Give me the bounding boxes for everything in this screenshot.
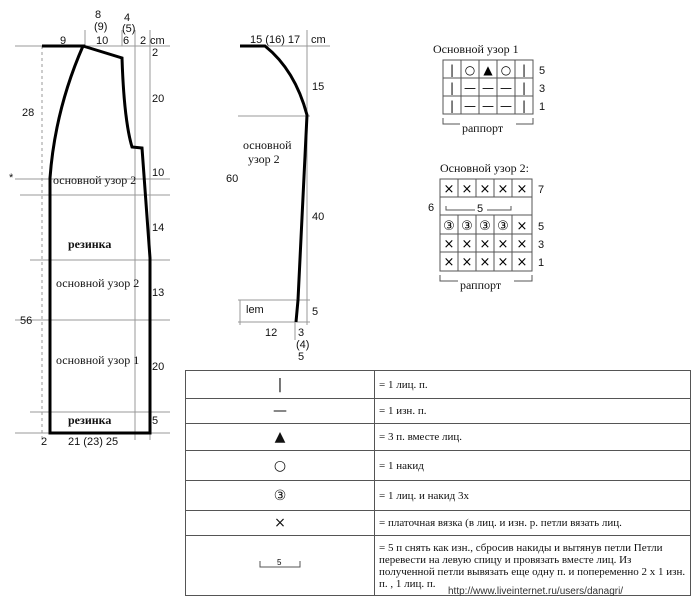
p2-cell: ×: [443, 182, 455, 197]
p1-cell: —: [482, 81, 494, 95]
p2-cell: ×: [479, 182, 491, 197]
legend-symbol: |: [186, 371, 375, 399]
legend-text: = платочная вязка (в лиц. и изн. р. петли вязать лиц.: [375, 511, 691, 536]
p2-cell: ×: [461, 182, 473, 197]
legend-bracket-num: 5: [277, 557, 282, 567]
p2-cell: ×: [497, 237, 509, 252]
p2-cell: ③: [497, 219, 509, 234]
front-top-6: 6: [123, 35, 130, 47]
p1-cell: |: [521, 99, 527, 113]
legend-row: [186, 481, 691, 511]
source-footer: http://www.liveinternet.ru/users/danagri/: [448, 586, 624, 597]
p2-cell: ×: [516, 182, 528, 197]
sleeve-bottom-3: 3: [298, 327, 305, 339]
legend-row: [186, 451, 691, 481]
legend-text: = 5 п снять как изн., сбросив накиды и вытянув петли Петли перевести на левую спицу и провязать вместе лиц. Из полученной петли вывязать еще одну п. и попеременно 2 х 1 изн. п. , 1 лиц. п.: [375, 536, 691, 596]
p1-cell: |: [449, 63, 455, 77]
pattern2-repeat-label: раппорт: [460, 278, 502, 292]
pattern1-title: Основной узор 1: [433, 42, 519, 56]
legend-symbol: —: [186, 399, 375, 424]
sleeve-bottom-4: (4): [296, 339, 310, 351]
front-right-14: 14: [152, 222, 165, 234]
front-left-star: *: [9, 172, 14, 184]
p1-cell: |: [449, 99, 455, 113]
p2-cell: ×: [497, 255, 509, 270]
p1-cell: ▲: [483, 63, 493, 77]
bracket-icon: [258, 557, 302, 571]
front-top-10: 10: [96, 35, 109, 47]
pattern2-cells: [443, 182, 527, 270]
p2-cell: ×: [479, 237, 491, 252]
sleeve-top-cm: cm: [311, 34, 326, 46]
sleeve-bottom-12: 12: [265, 327, 278, 339]
sleeve-pattern-line1: основной: [243, 138, 292, 152]
p1-cell: —: [500, 99, 512, 113]
p1-cell: —: [464, 81, 476, 95]
sleeve-right-5: 5: [312, 306, 319, 318]
p2-cell: ×: [443, 255, 455, 270]
front-top-9b: (9): [94, 21, 108, 33]
p2-row-num: 5: [538, 221, 545, 233]
pattern2-title: Основной узор 2:: [440, 161, 529, 175]
p1-cell: |: [521, 63, 527, 77]
front-right-5: 5: [152, 415, 159, 427]
sleeve-top-label: 15 (16) 17: [250, 34, 301, 46]
front-section-pattern2-top: основной узор 2: [53, 173, 137, 187]
p2-cell: ×: [443, 237, 455, 252]
p2-cell: ③: [479, 219, 491, 234]
pattern1-repeat-label: раппорт: [462, 121, 504, 135]
p1-cell: —: [482, 99, 494, 113]
front-section-rib-bottom: резинка: [68, 413, 112, 427]
p2-cell: ×: [516, 237, 528, 252]
p1-row-num: 3: [539, 83, 546, 95]
legend-text: = 1 изн. п.: [375, 399, 691, 424]
pattern1-chart: [433, 42, 545, 135]
legend-text: = 1 накид: [375, 451, 691, 481]
sleeve-right-15: 15: [312, 81, 325, 93]
pattern2-span-label: 5: [477, 203, 484, 215]
front-top-4: 4: [124, 12, 131, 24]
p2-cell: ③: [461, 219, 473, 234]
p1-cell: |: [449, 81, 455, 95]
p2-cell: ×: [497, 182, 509, 197]
legend-text: = 3 п. вместе лиц.: [375, 424, 691, 451]
legend-row: [186, 399, 691, 424]
legend-text: = 1 лиц. п.: [375, 371, 691, 399]
p1-cell: —: [464, 99, 476, 113]
front-section-pattern2: основной узор 2: [56, 276, 140, 290]
legend-symbol: ○: [186, 451, 375, 481]
legend-row: [186, 511, 691, 536]
p2-cell: ×: [461, 255, 473, 270]
front-piece: [9, 9, 170, 448]
legend-row: [186, 371, 691, 399]
pattern2-chart: [428, 161, 544, 292]
legend-text: = 1 лиц. и накид 3х: [375, 481, 691, 511]
legend-symbol-bracket: [186, 536, 375, 596]
front-top-9: 9: [60, 35, 67, 47]
sleeve-pattern-line2: узор 2: [248, 152, 280, 166]
pattern2-side-label: 6: [428, 202, 435, 214]
p2-row-num: 1: [538, 257, 545, 269]
front-bottom-label: 21 (23) 25: [68, 436, 119, 448]
symbol-legend: [185, 370, 691, 596]
legend-symbol: ×: [186, 511, 375, 536]
front-right-2: 2: [152, 47, 159, 59]
front-left-56: 56: [20, 315, 33, 327]
front-top-cm: cm: [150, 35, 165, 47]
front-right-20: 20: [152, 93, 165, 105]
front-left-28: 28: [22, 107, 35, 119]
sleeve-right-40: 40: [312, 211, 325, 223]
legend-symbol: ▲: [186, 424, 375, 451]
p2-cell: ×: [461, 237, 473, 252]
front-top-2: 2: [140, 35, 147, 47]
p2-row-num: 7: [538, 184, 545, 196]
p1-cell: —: [500, 81, 512, 95]
front-section-pattern1: основной узор 1: [56, 353, 140, 367]
p2-cell: ③: [443, 219, 455, 234]
sleeve-piece: [226, 30, 330, 363]
p2-row-num: 3: [538, 239, 545, 251]
front-top-5: (5): [122, 23, 136, 35]
sleeve-left-60: 60: [226, 173, 239, 185]
p1-row-num: 1: [539, 101, 546, 113]
front-right-13: 13: [152, 287, 165, 299]
p1-row-num: 5: [539, 65, 546, 77]
sleeve-bottom-5: 5: [298, 351, 305, 363]
sleeve-outline: [240, 46, 307, 322]
legend-symbol: ③: [186, 481, 375, 511]
p1-cell: ○: [464, 63, 476, 77]
front-bottom-2: 2: [41, 436, 48, 448]
legend-row: [186, 424, 691, 451]
front-right-20b: 20: [152, 361, 165, 373]
p1-cell: ○: [500, 63, 512, 77]
front-right-10: 10: [152, 167, 165, 179]
p2-cell: ×: [516, 255, 528, 270]
sleeve-cuff-label: lem: [246, 304, 264, 316]
front-section-rib-top: резинка: [68, 237, 112, 251]
front-top-8: 8: [95, 9, 102, 21]
p1-cell: |: [521, 81, 527, 95]
p2-cell: ×: [516, 219, 528, 234]
p2-cell: ×: [479, 255, 491, 270]
